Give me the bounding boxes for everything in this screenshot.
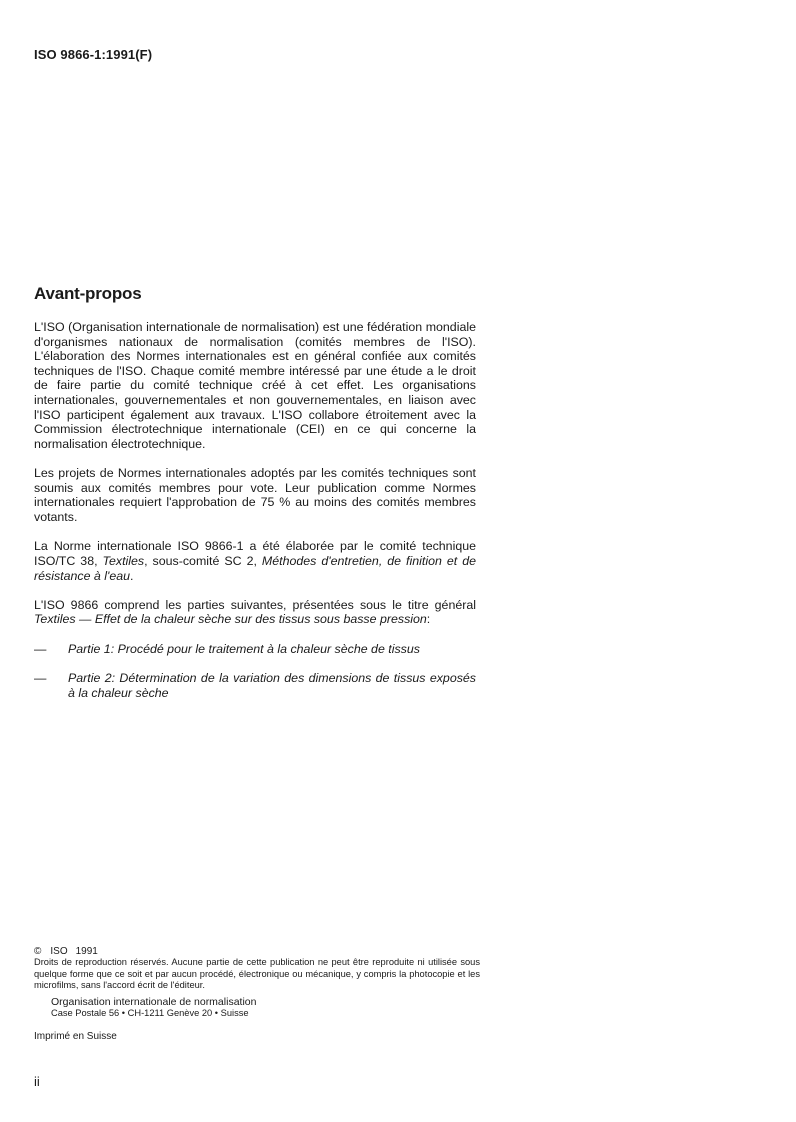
parts-general-title: Textiles — Effet de la chaleur sèche sur des tissus sous basse pression	[34, 612, 427, 627]
page-number: ii	[34, 1074, 40, 1089]
paragraph-parts-intro	[34, 598, 476, 627]
list-item	[34, 671, 476, 700]
list-dash: —	[34, 641, 47, 656]
printed-in: Imprimé en Suisse	[34, 1030, 117, 1042]
section-title: Avant-propos	[34, 284, 142, 303]
publisher-address: Case Postale 56 • CH-1211 Genève 20 • Suisse	[51, 1008, 249, 1019]
elaboration-text-start: La Norme internationale ISO 9866-1 a été élaborée par le comité technique ISO/TC 38,	[34, 539, 476, 568]
part-title: Partie 1: Procédé pour le traitement à la chaleur sèche de tissus	[68, 641, 420, 656]
copyright-year: 1991	[75, 946, 98, 957]
publisher-name: Organisation internationale de normalisation	[51, 996, 257, 1009]
publisher-block	[34, 997, 480, 1020]
copyright-symbol: ©	[34, 946, 42, 957]
list-dash: —	[34, 671, 47, 686]
copyright-footer	[34, 946, 480, 1042]
paragraph-voting: Les projets de Normes internationales adoptés par les comités techniques sont soumis aux comités membres pour vote. Leur publication comme Normes internationales requiert l'approbation de 75 % au moins des comités membres votants.	[34, 466, 476, 524]
elaboration-text-middle: , sous-comité SC 2,	[144, 553, 262, 568]
paragraph-iso-intro: L'ISO (Organisation internationale de normalisation) est une fédération mondiale d'organismes nationaux de normalisation (comités membres de l'ISO). L'élaboration des Normes internationales est en général confiée aux comités techniques de l'ISO. Chaque comité membre intéressé par une étude a le droit de faire partie du comité technique créé à cet effet. Les organisations internationales, gouvernementales et non gouvernementales, en liaison avec l'ISO participent également aux travaux. L'ISO collabore étroitement avec la Commission électrotechnique internationale (CEI) en ce qui concerne la normalisation électrotechnique.	[34, 320, 476, 451]
parts-intro-colon: :	[426, 612, 431, 627]
parts-intro-text: L'ISO 9866 comprend les parties suivantes, présentées sous le titre général	[34, 597, 476, 612]
document-identifier: ISO 9866-1:1991(F)	[34, 47, 153, 62]
list-item	[34, 642, 476, 657]
elaboration-committee-title: Textiles	[102, 553, 145, 568]
elaboration-subcommittee-title: Méthodes d'entretien, de finition et de résistance à l'eau	[34, 553, 476, 583]
part-title: Partie 2: Détermination de la variation des dimensions de tissus exposés à la chaleur sèche	[68, 671, 476, 700]
foreword-body	[34, 320, 476, 715]
elaboration-text-end: .	[130, 568, 134, 583]
copyright-line	[34, 946, 480, 957]
copyright-org: ISO	[50, 946, 68, 957]
parts-list	[34, 642, 476, 700]
rights-notice: Droits de reproduction réservés. Aucune partie de cette publication ne peut être reproduite ni utilisée sous quelque forme que ce soit et par aucun procédé, électronique ou mécanique, y compris la photocopie et les microfilms, sans l'accord écrit de l'éditeur.	[34, 957, 480, 990]
paragraph-elaboration	[34, 539, 476, 583]
